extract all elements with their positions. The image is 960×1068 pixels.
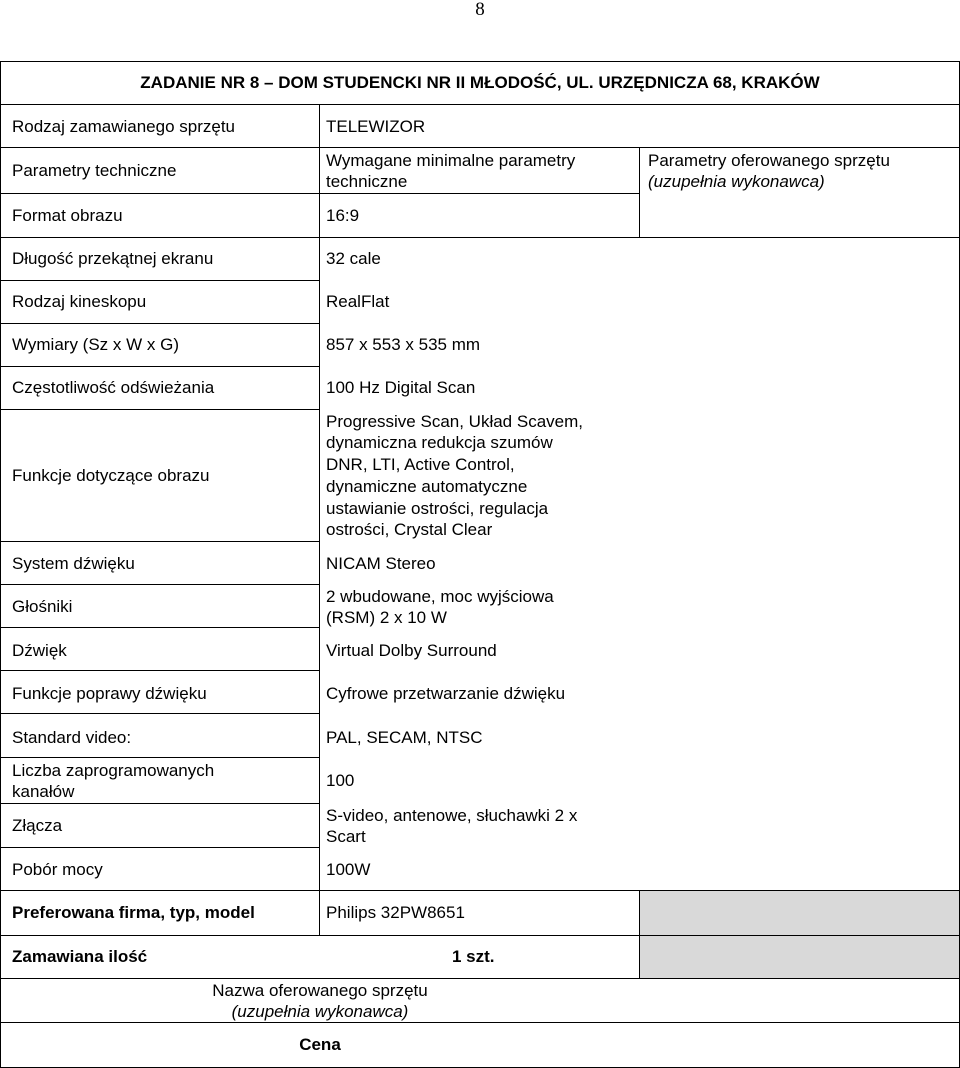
page-number: 8 — [475, 0, 485, 20]
param-label: Złącza — [12, 816, 63, 835]
param-label: Format obrazu — [12, 206, 123, 225]
row-line — [0, 1022, 960, 1023]
page-title: ZADANIE NR 8 – DOM STUDENCKI NR II MŁODOŚĆ, UL. URZĘDNICZA 68, KRAKÓW — [140, 73, 820, 92]
row-line — [0, 627, 319, 628]
param-label: Dźwięk — [12, 641, 67, 660]
equipment-label: Rodzaj zamawianego sprzętu — [12, 117, 236, 136]
param-label: Rodzaj kineskopu — [12, 292, 147, 311]
header-offered-line2: (uzupełnia wykonawca) — [648, 172, 825, 191]
param-label: Funkcje dotyczące obrazu — [12, 466, 210, 485]
param-label-line: Liczba zaprogramowanych — [12, 761, 215, 780]
row-line — [0, 978, 960, 979]
equipment-value: TELEWIZOR — [326, 117, 426, 136]
param-label: Głośniki — [12, 597, 73, 616]
param-label: Pobór mocy — [12, 860, 103, 879]
row-line — [0, 584, 319, 585]
param-value-line: DNR, LTI, Active Control, — [326, 455, 515, 474]
param-value: RealFlat — [326, 292, 390, 311]
param-value: Cyfrowe przetwarzanie dźwięku — [326, 684, 566, 703]
param-value-line: ustawianie ostrości, regulacja — [326, 499, 549, 518]
row-line — [0, 670, 319, 671]
param-value: 857 x 553 x 535 mm — [326, 335, 481, 354]
quantity-label: Zamawiana ilość — [12, 947, 148, 966]
row-line — [0, 237, 960, 238]
row-line — [0, 847, 319, 848]
param-label-line: kanałów — [12, 782, 75, 801]
param-value-line: S-video, antenowe, słuchawki 2 x — [326, 806, 578, 825]
shaded-cell-preferred — [639, 890, 959, 935]
offered-name-line1: Nazwa oferowanego sprzętu — [212, 981, 428, 1000]
param-value: Virtual Dolby Surround — [326, 641, 497, 660]
param-value: 16:9 — [326, 206, 360, 225]
row-line — [0, 935, 960, 936]
table-border-left — [0, 61, 1, 1068]
row-line — [0, 323, 319, 324]
header-required-line2: techniczne — [326, 172, 408, 191]
param-label: Częstotliwość odświeżania — [12, 378, 215, 397]
row-line — [0, 803, 319, 804]
offered-name-line2: (uzupełnia wykonawca) — [231, 1002, 409, 1021]
quantity-value: 1 szt. — [452, 947, 495, 966]
param-value-line: Scart — [326, 827, 366, 846]
param-value: 32 cale — [326, 249, 381, 268]
param-value-line: dynamiczne automatyczne — [326, 477, 528, 496]
row-line — [0, 757, 319, 758]
row-line — [0, 713, 319, 714]
param-value: PAL, SECAM, NTSC — [326, 728, 483, 747]
row-line — [0, 409, 319, 410]
preferred-label: Preferowana firma, typ, model — [12, 903, 255, 922]
column-line — [639, 890, 640, 978]
param-label: Wymiary (Sz x W x G) — [12, 335, 179, 354]
row-line — [0, 147, 960, 148]
param-value-line: (RSM) 2 x 10 W — [326, 608, 447, 627]
column-line — [319, 104, 320, 935]
param-label: Długość przekątnej ekranu — [12, 249, 214, 268]
param-label: Standard video: — [12, 728, 132, 747]
param-label: Funkcje poprawy dźwięku — [12, 684, 207, 703]
param-value-line: 2 wbudowane, moc wyjściowa — [326, 587, 554, 606]
param-label: System dźwięku — [12, 554, 135, 573]
table-border-top — [0, 61, 960, 62]
header-offered-line1: Parametry oferowanego sprzętu — [648, 151, 890, 170]
preferred-value: Philips 32PW8651 — [326, 903, 465, 922]
column-line — [639, 147, 640, 237]
param-value-line: Progressive Scan, Układ Scavem, — [326, 412, 583, 431]
param-value: 100 Hz Digital Scan — [326, 378, 476, 397]
row-line — [0, 541, 319, 542]
param-value-line: ostrości, Crystal Clear — [326, 520, 493, 539]
row-line — [0, 890, 960, 891]
shaded-cell-quantity — [639, 935, 959, 978]
param-value: 100W — [326, 860, 371, 879]
param-value: NICAM Stereo — [326, 554, 436, 573]
param-value-line: dynamiczna redukcja szumów — [326, 433, 553, 452]
row-line — [0, 366, 319, 367]
header-required-line1: Wymagane minimalne parametry — [326, 151, 576, 170]
header-parameters: Parametry techniczne — [12, 161, 177, 180]
row-line — [0, 280, 319, 281]
row-line — [0, 104, 960, 105]
param-value: 100 — [326, 771, 355, 790]
price-label: Cena — [299, 1035, 341, 1054]
